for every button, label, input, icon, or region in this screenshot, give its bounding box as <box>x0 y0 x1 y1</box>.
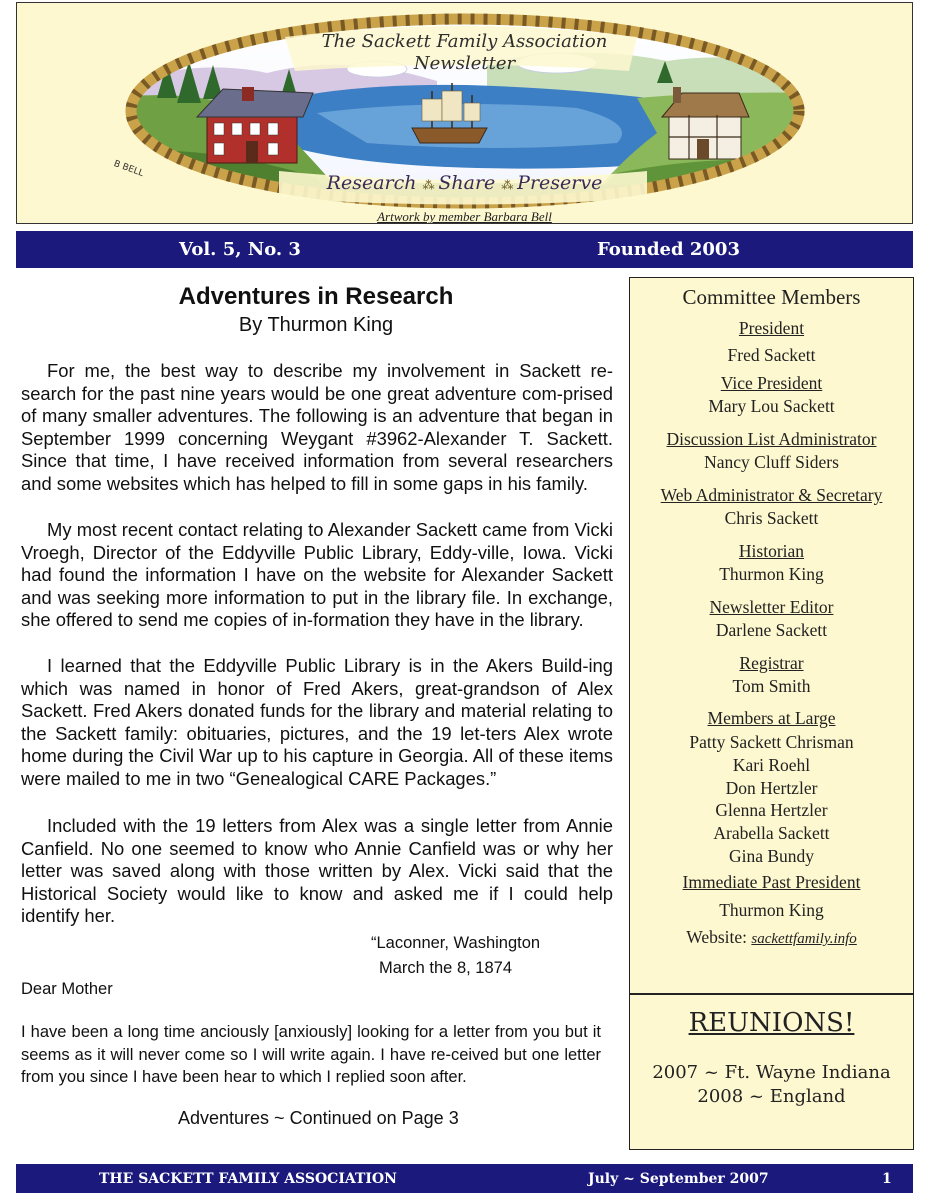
role-newsletter-editor: Newsletter Editor <box>709 597 834 617</box>
role-vice-president: Vice President <box>720 373 823 393</box>
letter-salutation: Dear Mother <box>21 980 113 998</box>
motto-research: Research <box>326 172 417 194</box>
role-registrar: Registrar <box>739 653 804 673</box>
reunion-item: 2008 ~ England <box>697 1086 846 1107</box>
committee-heading: Committee Members <box>682 285 861 309</box>
reunions-heading: REUNIONS! <box>688 1008 855 1038</box>
article-byline: By Thurmon King <box>238 314 394 336</box>
role-members-at-large: Members at Large <box>707 708 836 728</box>
newsletter-title <box>17 31 912 75</box>
role-discussion-list-admin: Discussion List Administrator <box>666 429 877 449</box>
cottage-illustration <box>662 87 749 159</box>
member-name: Arabella Sackett <box>713 823 830 843</box>
member-name: Chris Sackett <box>724 508 819 528</box>
member-name: Darlene Sackett <box>715 620 828 640</box>
letter-date: March the 8, 1874 <box>379 959 512 977</box>
footer-bar <box>16 1164 913 1193</box>
article-paragraph: Included with the 19 letters from Alex was a single letter from Annie Canfield. No one seemed to know who Annie Canfield was or why her letter was saved along with those written by Alex. Vicki said that the Historical Society would like to know and asked me if I could help identify her. <box>21 815 613 927</box>
website-label: Website: <box>686 927 748 947</box>
letter-body: I have been a long time anciously [anxiously] looking for a letter from you but it seems as it will never come so I will write again. I have re-ceived but one letter from you since I have been hear to which I replied soon after. <box>21 1023 601 1086</box>
committee-panel <box>629 277 914 994</box>
reunions-panel <box>629 994 914 1150</box>
motto-preserve: Preserve <box>517 172 603 194</box>
letter-place: “Laconner, Washington <box>371 934 541 952</box>
member-name: Nancy Cluff Siders <box>704 452 839 472</box>
footer-issue-date: July ~ September 2007 <box>588 1171 769 1187</box>
member-name: Mary Lou Sackett <box>708 396 835 416</box>
article-paragraph: My most recent contact relating to Alexander Sackett came from Vicki Vroegh, Director of the Eddyville Public Library, Eddy-ville, Iowa. Vicki had found the information I have on the website for Alexander Sackett and was seeking more information to put in the library file. In exchange, she offered to send me copies of in-formation they have in the library. <box>21 519 613 631</box>
newsletter-title-line2: Newsletter <box>413 53 516 74</box>
website-line <box>630 927 913 948</box>
role-historian: Historian <box>738 541 805 561</box>
motto-share: Share <box>438 172 496 194</box>
page-number: 1 <box>882 1171 892 1187</box>
masthead <box>16 2 913 224</box>
volume-bar <box>16 231 913 268</box>
role-president: President <box>738 318 805 338</box>
member-name: Fred Sackett <box>727 345 816 365</box>
reunion-item: 2007 ~ Ft. Wayne Indiana <box>652 1062 891 1083</box>
member-name: Thurmon King <box>719 564 824 584</box>
member-name: Gina Bundy <box>728 846 815 866</box>
footer-organization: THE SACKETT FAMILY ASSOCIATION <box>99 1171 397 1187</box>
member-name: Glenna Hertzler <box>715 800 828 820</box>
member-name: Patty Sackett Chrisman <box>689 732 854 752</box>
article <box>21 282 613 1128</box>
red-house-illustration <box>197 87 313 163</box>
founded-year: Founded 2003 <box>597 239 740 260</box>
newsletter-title-line1: The Sackett Family Association <box>321 31 608 52</box>
member-name: Don Hertzler <box>725 778 818 798</box>
member-name: Tom Smith <box>732 676 811 696</box>
artist-signature: B BELL <box>112 159 145 179</box>
article-paragraph: I learned that the Eddyville Public Library is in the Akers Build-ing which was named in honor of Fred Akers, great-grandson of Alex Sackett. Fred Akers donated funds for the library and material relating to the Sackett family: obituaries, pictures, and the 19 let-ters Alex wrote home during the Civil War up to his capture in Georgia. All of these items were mailed to me in two “Genealogical CARE Packages.” <box>21 655 613 789</box>
continued-notice: Adventures ~ Continued on Page 3 <box>178 1108 459 1128</box>
article-title: Adventures in Research <box>178 283 454 310</box>
website-link[interactable]: sackettfamily.info <box>751 931 857 947</box>
motto: Research ⁂ Share ⁂ Preserve <box>326 172 603 194</box>
volume-number: Vol. 5, No. 3 <box>179 239 301 260</box>
role-web-admin-secretary: Web Administrator & Secretary <box>660 485 883 505</box>
artwork-credit: Artwork by member Barbara Bell <box>377 209 552 224</box>
article-paragraph: For me, the best way to describe my involvement in Sackett re-search for the past nine years would be one great adventure com-prised of many smaller adventures. The following is an adventure that began in September 1999 concerning Weygant #3962-Alexander T. Sackett. Since that time, I have received information from several researchers and some websites which has helped to fill in some gaps in his family. <box>21 360 613 494</box>
member-name: Thurmon King <box>719 900 824 920</box>
member-name: Kari Roehl <box>732 755 811 775</box>
role-immediate-past-president: Immediate Past President <box>682 872 861 892</box>
